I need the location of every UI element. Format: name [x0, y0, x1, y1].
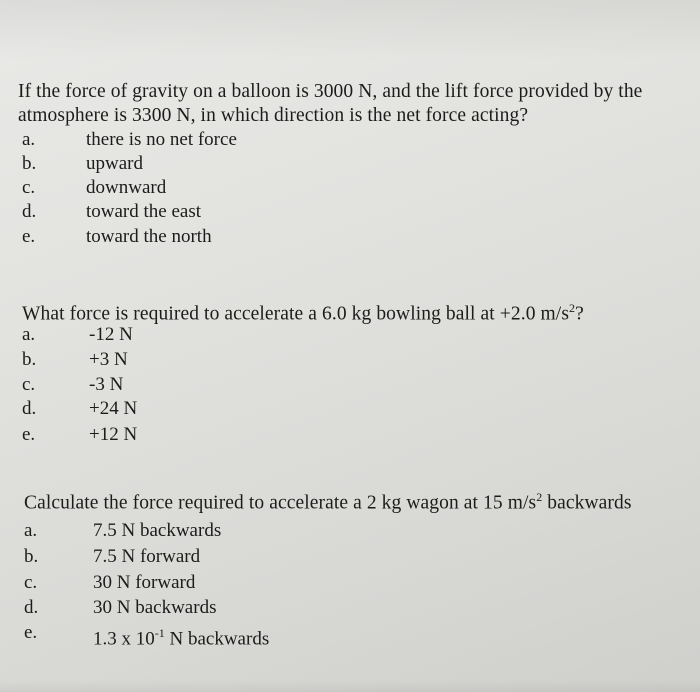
- option-letter: b.: [22, 349, 37, 370]
- option-letter: a.: [22, 129, 36, 150]
- option-text: 7.5 N forward: [93, 546, 201, 567]
- option-text: toward the east: [86, 201, 202, 222]
- option-text: toward the north: [86, 226, 212, 247]
- question-2-stem-text: What force is required to accelerate a 6.0 kg bowling ball at +2.0 m/s: [22, 303, 570, 325]
- option-text: -12 N: [89, 324, 133, 345]
- question-1-stem-line-1: If the force of gravity on a balloon is 3000 N, and the lift force provided by the: [18, 81, 643, 102]
- option-letter: d.: [22, 398, 37, 419]
- question-3-stem-end: backwards: [542, 492, 632, 514]
- option-letter: a.: [24, 520, 38, 541]
- question-2-stem: [22, 296, 698, 327]
- option-text: 30 N backwards: [93, 597, 217, 618]
- question-2-stem-end: ?: [575, 303, 584, 325]
- question-3-stem-text: Calculate the force required to accelerate a 2 kg wagon at 15 m/s: [24, 492, 537, 514]
- page-bottom-edge: [0, 680, 700, 692]
- option-text: -3 N: [89, 374, 124, 395]
- question-3-stem: [24, 485, 700, 516]
- option-letter: d.: [22, 201, 37, 222]
- option-letter: c.: [22, 374, 36, 395]
- option-letter: e.: [24, 622, 38, 643]
- question-2: [22, 296, 698, 327]
- superscript: 2: [569, 301, 576, 315]
- option-text-unit: N backwards: [164, 628, 270, 650]
- option-text: +24 N: [89, 398, 138, 419]
- option-letter: b.: [22, 153, 37, 174]
- option-letter: a.: [22, 324, 36, 345]
- superscript: 2: [536, 490, 543, 504]
- option-letter: b.: [24, 546, 39, 567]
- question-1-stem-line-2: atmosphere is 3300 N, in which direction is the net force acting?: [18, 105, 529, 126]
- option-letter: e.: [22, 226, 36, 247]
- option-text: there is no net force: [86, 129, 237, 150]
- option-letter: d.: [24, 597, 39, 618]
- option-letter: c.: [24, 572, 38, 593]
- question-3: [24, 485, 700, 516]
- question-1: [18, 80, 698, 128]
- option-text: downward: [86, 177, 167, 198]
- page-shadow: [0, 0, 700, 60]
- option-letter: e.: [22, 424, 36, 445]
- option-text: +3 N: [89, 349, 128, 370]
- option-text: [93, 621, 269, 651]
- superscript: -1: [154, 626, 165, 640]
- option-text-base: 1.3 x 10: [93, 628, 155, 650]
- option-text: +12 N: [89, 424, 138, 445]
- option-text: 7.5 N backwards: [93, 520, 222, 541]
- option-text: upward: [86, 153, 143, 174]
- option-letter: c.: [22, 177, 36, 198]
- option-text: 30 N forward: [93, 572, 196, 593]
